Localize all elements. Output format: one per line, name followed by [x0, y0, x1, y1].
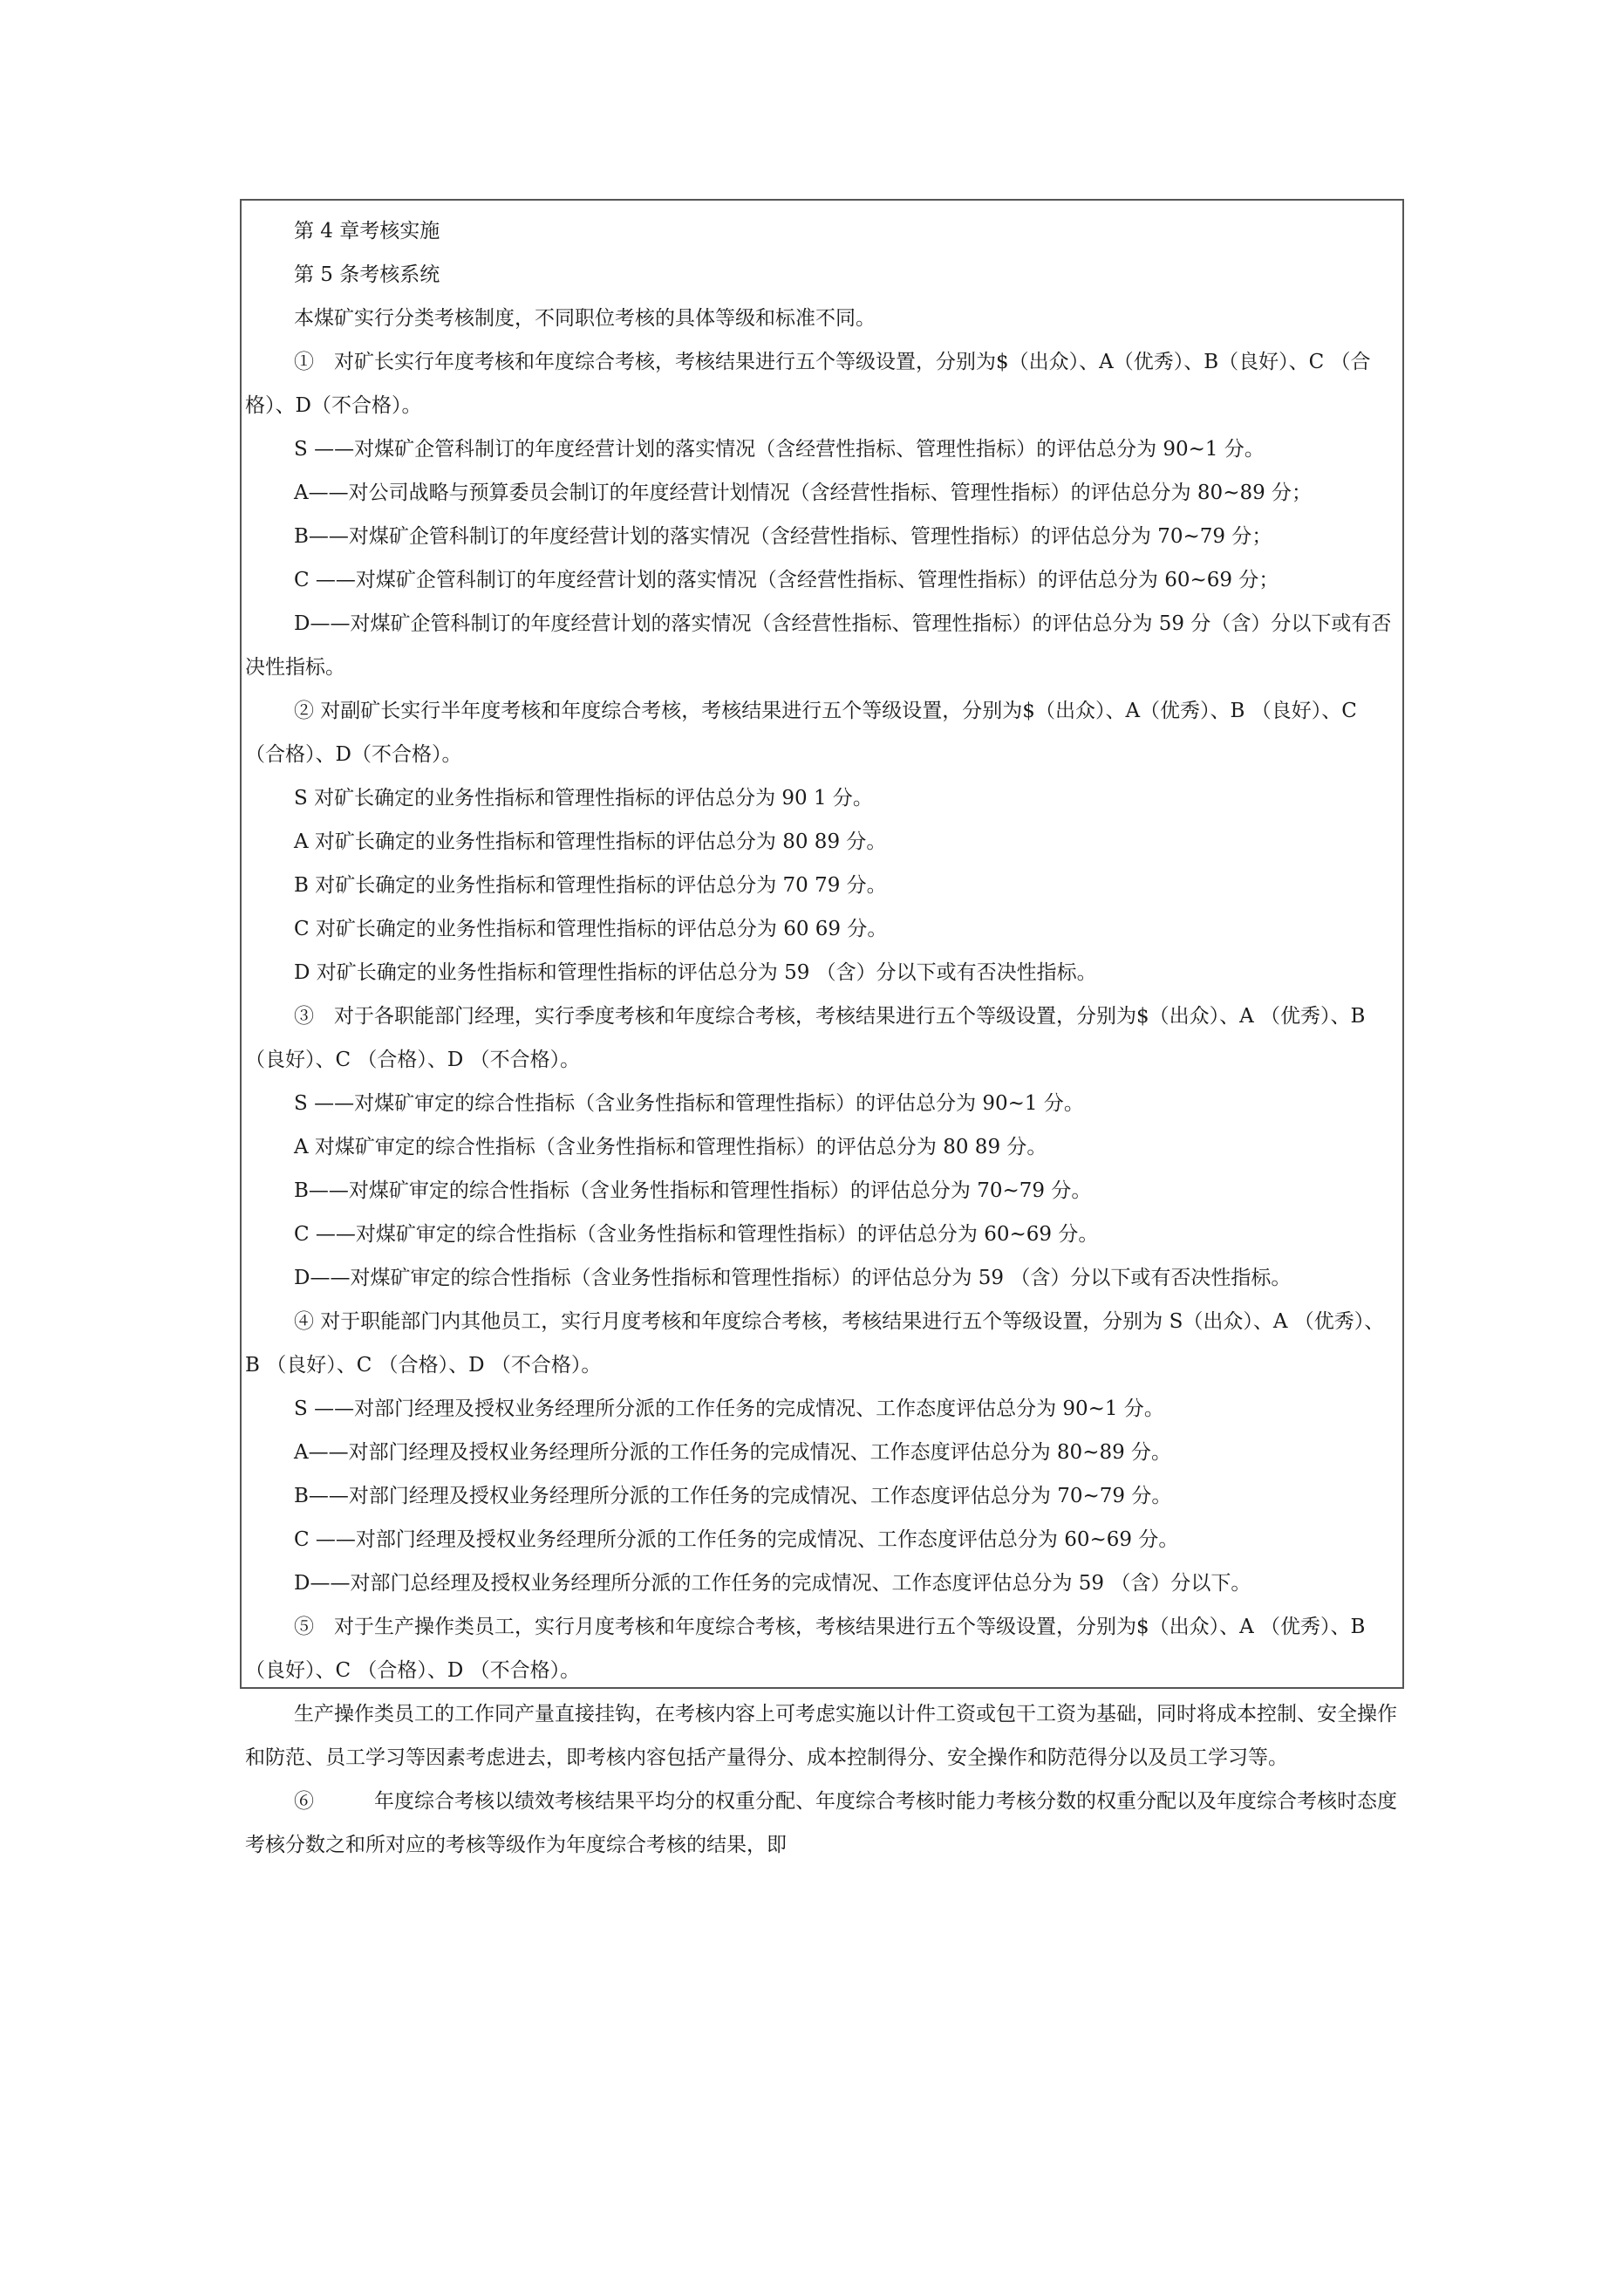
paragraph-2-a: A 对矿长确定的业务性指标和管理性指标的评估总分为 80 89 分。	[294, 830, 887, 853]
paragraph-item-4: ④ 对于职能部门内其他员工，实行月度考核和年度综合考核，考核结果进行五个等级设置，分别为 S（出众）、A （优秀）、B （良好）、C （合格）、D （不合格）。	[245, 1310, 1385, 1377]
paragraph-1-s: S ——对煤矿企管科制订的年度经营计划的落实情况（含经营性指标、管理性指标）的评估总分为 90~1 分。	[294, 438, 1265, 461]
paragraph-2-c: C 对矿长确定的业务性指标和管理性指标的评估总分为 60 69 分。	[294, 918, 888, 940]
paragraph-1-d: D——对煤矿企管科制订的年度经营计划的落实情况（含经营性指标、管理性指标）的评估总分为 59 分（含）分以下或有否决性指标。	[245, 612, 1392, 679]
paragraph-item-1: ① 对矿长实行年度考核和年度综合考核，考核结果进行五个等级设置，分别为$（出众）、A（优秀）、B（良好）、C （合格）、D（不合格）。	[245, 351, 1371, 417]
document-frame	[240, 199, 1404, 1856]
paragraph-2-d: D 对矿长确定的业务性指标和管理性指标的评估总分为 59 （含）分以下或有否决性指标。	[294, 961, 1097, 984]
paragraph-3-d: D——对煤矿审定的综合性指标（含业务性指标和管理性指标）的评估总分为 59 （含）分以下或有否决性指标。	[294, 1267, 1292, 1289]
paragraph-item-2: ② 对副矿长实行半年度考核和年度综合考核，考核结果进行五个等级设置，分别为$（出众）、A（优秀）、B （良好）、C （合格）、D（不合格）。	[245, 700, 1357, 766]
paragraph-1-c: C ——对煤矿企管科制订的年度经营计划的落实情况（含经营性指标、管理性指标）的评估总分为 60~69 分；	[294, 569, 1279, 591]
paragraph-item-3: ③ 对于各职能部门经理，实行季度考核和年度综合考核，考核结果进行五个等级设置，分别为$（出众）、A （优秀）、B （良好）、C （合格）、D （不合格）。	[245, 1005, 1366, 1071]
article-heading: 第 5 条考核系统	[294, 263, 440, 286]
paragraph-item-6: ⑥ 年度综合考核以绩效考核结果平均分的权重分配、年度综合考核时能力考核分数的权重分配以及年度综合考核时态度考核分数之和所对应的考核等级作为年度综合考核的结果，即	[245, 1790, 1397, 1856]
paragraph-3-s: S ——对煤矿审定的综合性指标（含业务性指标和管理性指标）的评估总分为 90~1 分。	[294, 1092, 1084, 1115]
paragraph-4-s: S ——对部门经理及授权业务经理所分派的工作任务的完成情况、工作态度评估总分为 90~1 分。	[294, 1397, 1164, 1420]
paragraph-3-a: A 对煤矿审定的综合性指标（含业务性指标和管理性指标）的评估总分为 80 89 分。	[294, 1136, 1047, 1158]
paragraph-4-a: A——对部门经理及授权业务经理所分派的工作任务的完成情况、工作态度评估总分为 80~89 分。	[294, 1441, 1172, 1464]
paragraph-4-c: C ——对部门经理及授权业务经理所分派的工作任务的完成情况、工作态度评估总分为 60~69 分。	[294, 1528, 1179, 1551]
paragraph-4-b: B——对部门经理及授权业务经理所分派的工作任务的完成情况、工作态度评估总分为 70~79 分。	[294, 1485, 1172, 1507]
paragraph-item-5: ⑤ 对于生产操作类员工，实行月度考核和年度综合考核，考核结果进行五个等级设置，分别为$（出众）、A （优秀）、B （良好）、C （合格）、D （不合格）。	[245, 1616, 1366, 1682]
paragraph-1-b: B——对煤矿企管科制订的年度经营计划的落实情况（含经营性指标、管理性指标）的评估总分为 70~79 分；	[294, 525, 1272, 548]
paragraph-2-s: S 对矿长确定的业务性指标和管理性指标的评估总分为 90 1 分。	[294, 787, 873, 810]
paragraph-3-c: C ——对煤矿审定的综合性指标（含业务性指标和管理性指标）的评估总分为 60~69 分。	[294, 1223, 1099, 1246]
paragraph-2-b: B 对矿长确定的业务性指标和管理性指标的评估总分为 70 79 分。	[294, 874, 887, 897]
paragraph-4-d: D——对部门总经理及授权业务经理所分派的工作任务的完成情况、工作态度评估总分为 59 （含）分以下。	[294, 1572, 1251, 1595]
paragraph-production-staff: 生产操作类员工的工作同产量直接挂钩，在考核内容上可考虑实施以计件工资或包干工资为基础，同时将成本控制、安全操作和防范、员工学习等因素考虑进去，即考核内容包括产量得分、成本控制得分、安全操作和防范得分以及员工学习等。	[245, 1703, 1397, 1769]
chapter-heading: 第 4 章考核实施	[294, 220, 440, 243]
paragraph-1-a: A——对公司战略与预算委员会制订的年度经营计划情况（含经营性指标、管理性指标）的评估总分为 80~89 分；	[294, 482, 1313, 504]
paragraph-3-b: B——对煤矿审定的综合性指标（含业务性指标和管理性指标）的评估总分为 70~79 分。	[294, 1179, 1092, 1202]
document-body	[245, 209, 1398, 1867]
paragraph-intro: 本煤矿实行分类考核制度，不同职位考核的具体等级和标准不同。	[294, 307, 876, 330]
